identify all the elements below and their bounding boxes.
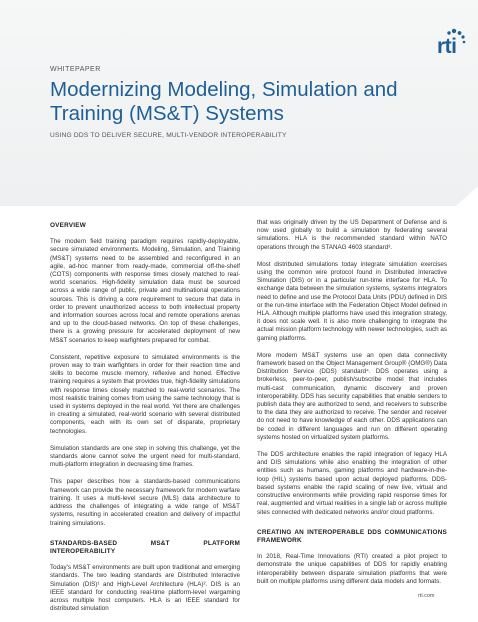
paragraph: The DDS architecture enables the rapid integration of legacy HLA and DIS simulations while also enabling the integration of other entities such as humans, gaming platforms and hardware-in-the-loop (HIL) systems based upon actual deployed platforms. DDS-based systems enable the rapid scaling of new live, virtual and constructive environments while providing rapid response times for real, augmented and virtual realities in a single lab or across multiple sites connected with dedicated networks and/or cloud platforms.: [257, 451, 447, 516]
left-column: [50, 222, 240, 622]
document-type-label: WHITEPAPER: [50, 66, 101, 73]
right-column: [257, 219, 447, 595]
standards-heading: STANDARDS-BASED MS&T PLATFORM INTEROPERABILITY: [50, 539, 240, 555]
paragraph: Consistent, repetitive exposure to simulated environments is the proven way to train warfighters in order for their reaction time and skills to become muscle memory, reflexive and honed. Effective training requires a system that provides true, high-fidelity simulations with response times closely matched to real-world scenarios. The most realistic training comes from using the same technology that is used in systems deployed in the real world. Yet there are challenges in creating a simulated, real-world scenario with several distributed components, each with its own set of disparate, proprietary technologies.: [50, 353, 240, 435]
website-link[interactable]: rti.com: [418, 593, 435, 599]
paragraph: This paper describes how a standards-based communications framework can provide the necessary framework for modern warfare training. It uses a multi-level secure (MLS) data architecture to address the challenges of integrating a wide range of MS&T systems, resulting in accelerated creation and delivery of impactful training simulations.: [50, 478, 240, 527]
page-title: Modernizing Modeling, Simulation and Training (MS&T) Systems: [50, 78, 398, 125]
paragraph: The modern field training paradigm requires rapidly-deployable, secure simulated environments. Modeling, Simulation, and Training (MS&T) systems need to be assembled and reconfigured in an agile, ad-hoc manner from ready-made, commercial off-the-shelf (COTS) components with response times closely matched to real-world scenarios. High-fidelity simulation data must be sourced across a wide range of public, private and multinational operations sources. This is driving a core requirement to secure that data in order to prevent unauthorized access to both intellectual property and information sources across local and remote operations arenas and up to the cloud-based networks. On top of these challenges, there is a growing pressure for accelerated deployment of new MS&T scenarios to keep warfighters prepared for combat.: [50, 238, 240, 344]
paragraph: In 2018, Real-Time Innovations (RTI) created a pilot project to demonstrate the unique capabilities of DDS for rapidly enabling interoperability between disparate simulation platforms that were built on multiple platforms using different data models and formats.: [257, 553, 447, 585]
interop-heading: CREATING AN INTEROPERABLE DDS COMMUNICATIONS FRAMEWORK: [257, 528, 447, 544]
page-subtitle: USING DDS TO DELIVER SECURE, MULTI-VENDOR INTEROPERABILITY: [50, 132, 287, 139]
paragraph: Simulation standards are one step in solving this challenge, yet the standards alone cannot solve the urgent need for multi-standard, multi-platform integration in decreasing time frames.: [50, 444, 240, 469]
page-fold-corner: [456, 186, 478, 206]
paragraph: Most distributed simulations today integrate simulation exercises using the common wire protocol found in Distributed Interactive Simulation (DIS) or in a particular run-time interface for HLA. To exchange data between the simulation systems, systems integrators need to define and use the Protocol Data Units (PDU) defined in DIS or the run-time interface with the Federation Object Model defined in HLA. Although multiple platforms have used this integration strategy, it does not scale well. It is also more challenging to integrate the actual mission platform technology with newer technologies, such as gaming platforms.: [257, 260, 447, 342]
paragraph: Today's MS&T environments are built upon traditional and emerging standards. The two leading standards are Distributed Interactive Simulation (DIS)¹ and High-Level Architecture (HLA)². DIS is an IEEE standard for conducting real-time platform-level wargaming across multiple host computers. HLA is an IEEE standard for distributed simulation: [50, 564, 240, 613]
overview-heading: OVERVIEW: [50, 222, 86, 229]
rti-logo-text: rti: [437, 35, 457, 58]
paragraph: that was originally driven by the US Department of Defense and is now used globally to build a simulation by federating several simulations. HLA is the recommended standard within NATO operations through the STANAG 4603 standard³.: [257, 219, 447, 251]
paragraph: More modern MS&T systems use an open data connectivity framework based on the Object Management Group® (OMG®) Data Distribution Service (DDS) standard⁴. DDS operates using a brokerless, peer-to-peer, publish/subscribe model that includes multi-cast communication, dynamic discovery and proven interoperability. DDS has security capabilities that enable senders to publish data they are authorized to send, and receivers to subscribe to the data they are authorized to receive. The sender and receiver do not need to have knowledge of each other. DDS applications can be coded in different languages and run on different operating systems hosted on virtualized system platforms.: [257, 351, 447, 441]
